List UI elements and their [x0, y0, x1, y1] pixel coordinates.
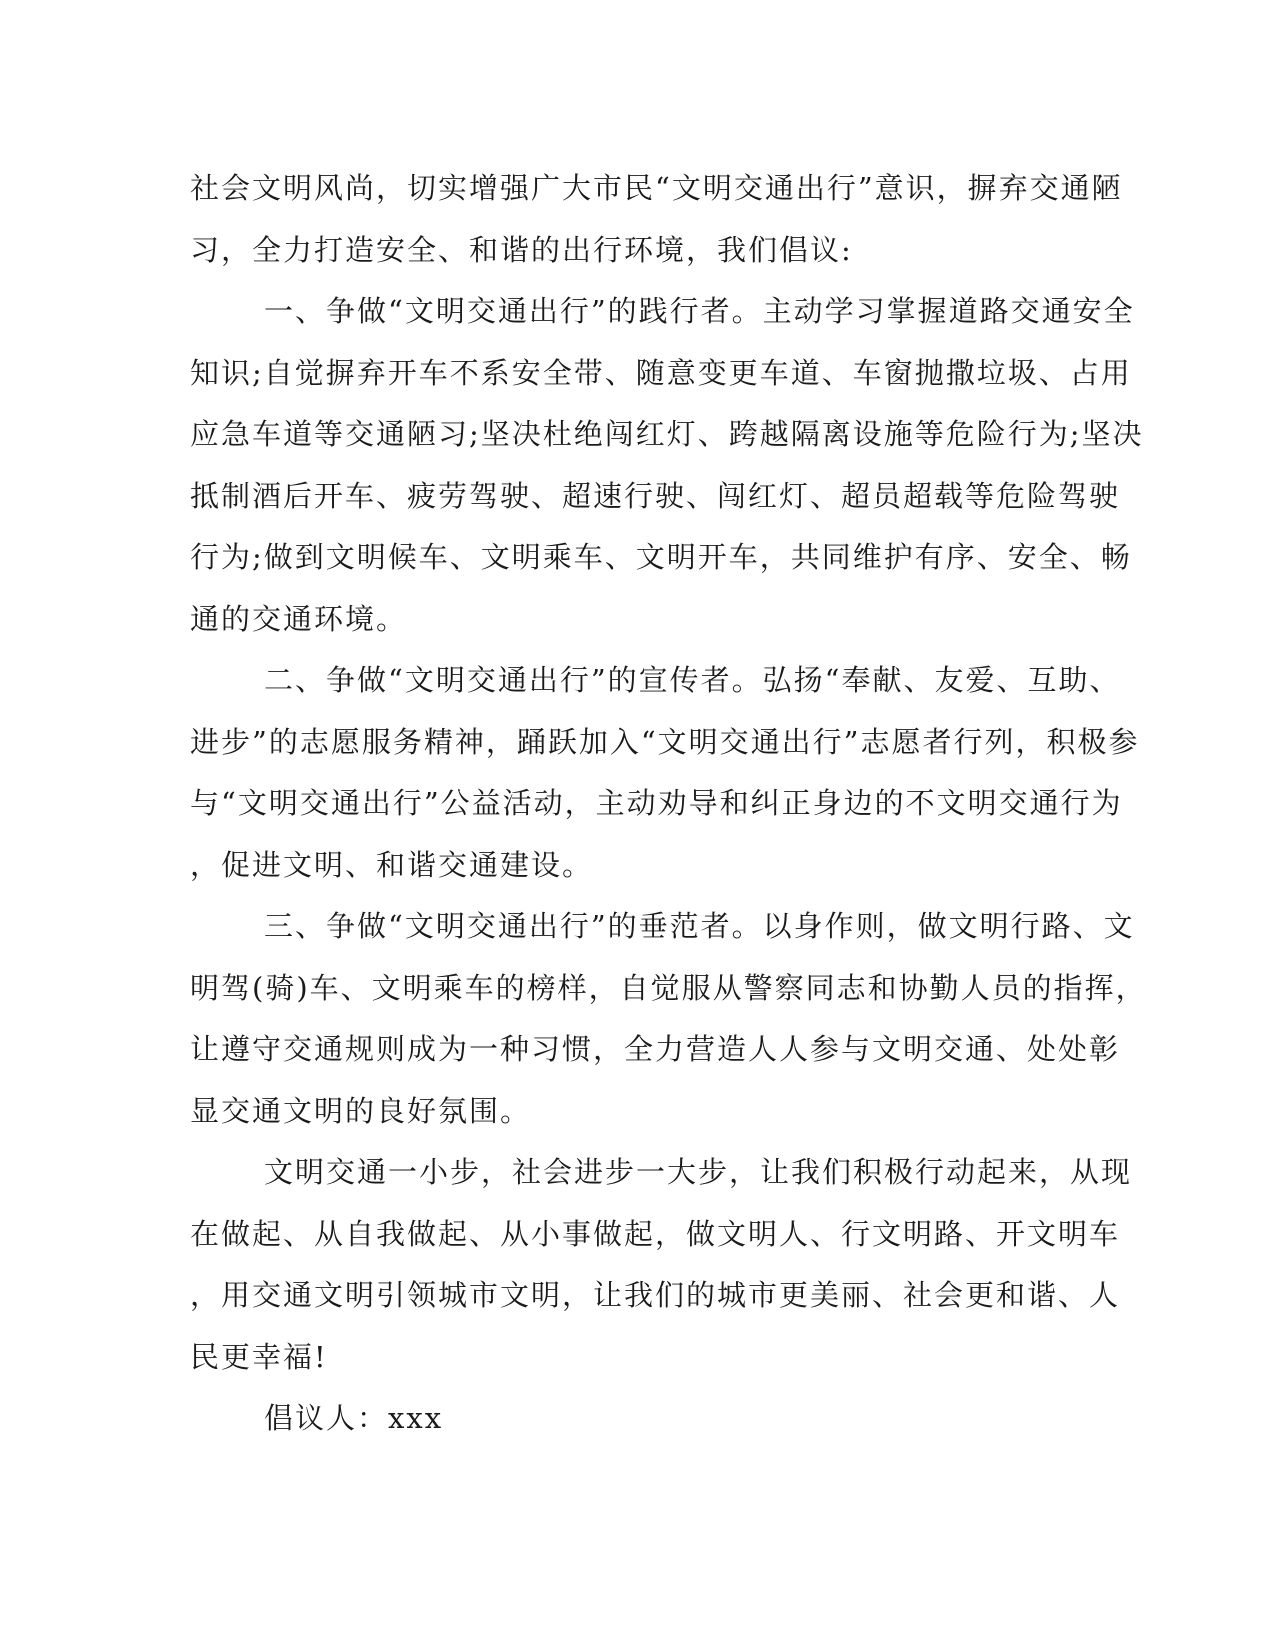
signature-line: 倡议人：xxx [264, 1401, 444, 1435]
paragraph-role-model [190, 896, 1147, 1142]
text-line: 明驾(骑)车、文明乘车的榜样，自觉服从警察同志和协勤人员的指挥， [190, 970, 1147, 1005]
text-line: 与“文明交通出行”公益活动，主动劝导和纠正身边的不文明交通行为 [190, 786, 1123, 820]
text-line: 社会文明风尚，切实增强广大市民“文明交通出行”意识，摒弃交通陋 [190, 171, 1123, 205]
text-line: 抵制酒后开车、疲劳驾驶、超速行驶、闯红灯、超员超载等危险驾驶 [190, 478, 1121, 513]
text-line: 民更幸福! [190, 1339, 328, 1374]
text-line: 显交通文明的良好氛围。 [190, 1093, 532, 1128]
text-line: ，促进文明、和谐交通建设。 [190, 847, 594, 882]
text-line: 行为;做到文明候车、文明乘车、文明开车，共同维护有序、安全、畅 [190, 540, 1132, 574]
paragraph-closing [190, 1142, 1133, 1388]
signature [190, 1388, 1080, 1450]
text-line: 文明交通一小步，社会进步一大步，让我们积极行动起来，从现 [264, 1155, 1133, 1189]
text-line: 知识;自觉摒弃开车不系安全带、随意变更车道、车窗抛撒垃圾、占用 [190, 355, 1132, 390]
text-line: 进步”的志愿服务精神，踊跃加入“文明交通出行”志愿者行列，积极参 [190, 724, 1140, 759]
document-body [190, 158, 1147, 1450]
text-line: 三、争做“文明交通出行”的垂范者。以身作则，做文明行路、文 [264, 909, 1135, 943]
text-line: 一、争做“文明交通出行”的践行者。主动学习掌握道路交通安全 [264, 294, 1135, 328]
text-line: 通的交通环境。 [190, 601, 408, 636]
text-line: ，用交通文明引领城市文明，让我们的城市更美丽、社会更和谐、人 [190, 1278, 1121, 1312]
text-line: 二、争做“文明交通出行”的宣传者。弘扬“奉献、友爱、互助、 [264, 663, 1121, 697]
paragraph-promoter [190, 650, 1140, 896]
text-line: 应急车道等交通陋习;坚决杜绝闯红灯、跨越隔离设施等危险行为;坚决 [190, 417, 1144, 451]
text-line: 在做起、从自我做起、从小事做起，做文明人、行文明路、开文明车 [190, 1216, 1121, 1251]
text-line: 习，全力打造安全、和谐的出行环境，我们倡议: [190, 232, 853, 267]
paragraph-intro [190, 158, 1123, 281]
text-line: 让遵守交通规则成为一种习惯，全力营造人人参与文明交通、处处彰 [190, 1032, 1121, 1066]
paragraph-practitioner [190, 281, 1144, 650]
